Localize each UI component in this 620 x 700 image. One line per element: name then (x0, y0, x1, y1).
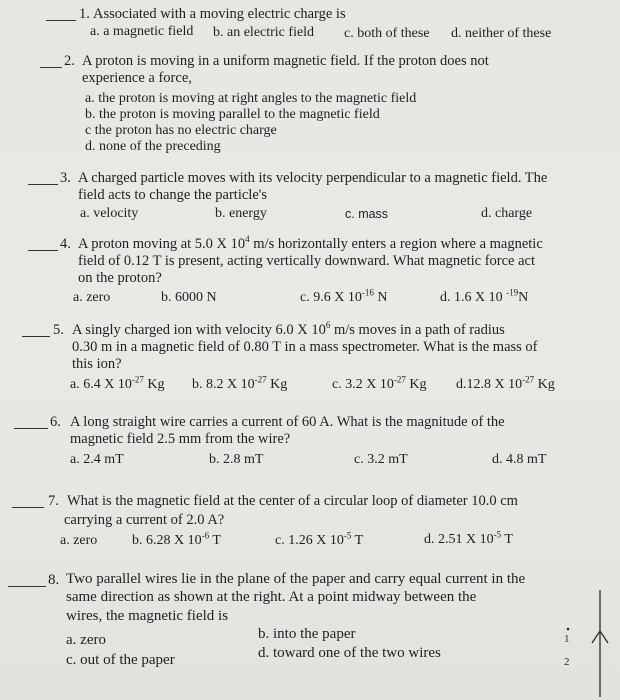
option-b: b. energy (215, 206, 267, 221)
question-number: 7. (48, 493, 59, 509)
option-unit: Kg (409, 377, 427, 392)
question-stem-line-2: carrying a current of 2.0 A? (64, 512, 225, 528)
option-unit: T (504, 532, 513, 547)
option-text: a. 6.4 X 10 (70, 377, 132, 392)
option-c (300, 289, 387, 306)
option-exponent: -27 (522, 374, 535, 385)
question-stem-line-1: A proton is moving in a uniform magnetic field. If the proton does not (82, 53, 489, 69)
option-d: d. charge (481, 206, 533, 221)
answer-blank[interactable] (8, 572, 46, 587)
option-text: d. 1.6 X 10 (440, 290, 503, 305)
option-exponent: -27 (254, 374, 267, 385)
option-a: a. the proton is moving at right angles to the magnetic field (85, 91, 417, 106)
option-exponent: -19 (506, 287, 519, 298)
option-c: c. 3.2 mT (354, 452, 408, 467)
question-stem-line-1: Two parallel wires lie in the plane of the paper and carry equal current in the (66, 571, 526, 587)
question-number: 2. (64, 53, 75, 69)
option-c: c. mass (345, 207, 389, 221)
option-unit: T (212, 533, 221, 548)
option-text: c. 3.2 X 10 (332, 377, 394, 392)
question-stem-line-1: A charged particle moves with its velocity perpendicular to a magnetic field. The (78, 170, 548, 186)
option-c: c the proton has no electric charge (85, 123, 277, 138)
option-a: a. zero (66, 632, 106, 648)
question-stem-line-3: on the proton? (78, 270, 162, 286)
option-a: a. zero (73, 290, 111, 305)
question-5 (22, 322, 598, 398)
option-b: b. the proton is moving parallel to the magnetic field (85, 107, 380, 122)
wire-label-2: 2 (564, 656, 570, 668)
question-stem-line-2: magnetic field 2.5 mm from the wire? (70, 431, 291, 447)
question-2 (40, 53, 600, 153)
answer-blank[interactable] (40, 53, 62, 68)
option-exponent: -6 (201, 530, 210, 541)
option-d: d. toward one of the two wires (258, 645, 441, 661)
option-exponent: -5 (343, 530, 352, 541)
option-text: c. 1.26 X 10 (275, 533, 344, 548)
option-text: d. 2.51 X 10 (424, 532, 494, 547)
stem-text: m/s moves in a path of radius (333, 322, 505, 338)
question-stem-line-1 (78, 236, 543, 253)
option-text: b. 8.2 X 10 (192, 377, 255, 392)
question-number: 5. (53, 322, 64, 338)
answer-blank[interactable] (28, 236, 58, 251)
option-d (424, 531, 513, 548)
question-stem-line-2: experience a force, (82, 70, 192, 86)
option-a (70, 376, 164, 393)
question-stem: Associated with a moving electric charge is (93, 6, 346, 22)
option-c: c. both of these (344, 26, 430, 41)
option-exponent: -16 (361, 287, 374, 298)
option-c (275, 532, 363, 549)
answer-blank[interactable] (46, 6, 76, 21)
option-unit: Kg (270, 377, 288, 392)
option-d (440, 289, 528, 306)
question-number: 8. (48, 572, 60, 588)
answer-blank[interactable] (22, 322, 50, 337)
question-1 (46, 6, 606, 46)
stem-text: A singly charged ion with velocity 6.0 X 10 (72, 322, 326, 338)
question-stem-line-1 (72, 322, 505, 339)
option-a: a. zero (60, 533, 98, 548)
option-a: a. velocity (80, 206, 139, 221)
option-text: b. 6.28 X 10 (132, 533, 202, 548)
stem-text: A proton moving at 5.0 X 10 (78, 236, 246, 252)
option-d: d. 4.8 mT (492, 452, 547, 467)
question-stem-line-2: field acts to change the particle's (78, 187, 268, 203)
question-number: 4. (60, 236, 71, 252)
option-d (456, 376, 555, 393)
question-stem-line-2: field of 0.12 T is present, acting vertically downward. What magnetic force act (78, 253, 535, 269)
wire-label-1: 1 (564, 633, 570, 645)
option-b: b. an electric field (213, 25, 315, 40)
stem-exponent: 4 (245, 234, 250, 245)
question-3 (28, 170, 598, 226)
option-unit: Kg (537, 377, 555, 392)
question-stem-line-1: A long straight wire carries a current of 60 A. What is the magnitude of the (70, 414, 505, 430)
question-stem-line-2: 0.30 m in a magnetic field of 0.80 T in a mass spectrometer. What is the mass of (72, 339, 538, 355)
midpoint-dot (567, 628, 570, 631)
option-b (192, 376, 287, 393)
option-b (132, 532, 221, 549)
option-b: b. 6000 N (161, 290, 217, 305)
question-6 (14, 414, 604, 470)
option-a: a. 2.4 mT (70, 452, 124, 467)
option-exponent: -27 (131, 374, 144, 385)
option-unit: N (518, 290, 529, 305)
question-stem-line-2: same direction as shown at the right. At a point midway between the (66, 589, 477, 605)
stem-exponent: 6 (325, 320, 331, 331)
question-4 (28, 236, 598, 310)
option-b: b. into the paper (258, 626, 356, 642)
option-unit: Kg (147, 377, 165, 392)
option-unit: T (354, 533, 364, 548)
question-8 (8, 568, 568, 678)
question-number: 3. (60, 170, 71, 186)
option-a: a. a magnetic field (90, 24, 194, 39)
question-7 (12, 493, 604, 553)
option-exponent: -5 (493, 529, 502, 540)
question-stem-line-3: wires, the magnetic field is (66, 608, 229, 624)
option-text: c. 9.6 X 10 (300, 290, 362, 305)
option-c (332, 376, 426, 393)
question-number: 6. (50, 414, 61, 430)
answer-blank[interactable] (28, 170, 58, 185)
option-unit: N (377, 290, 388, 305)
question-number: 1. (79, 6, 90, 22)
option-c: c. out of the paper (66, 652, 175, 668)
option-d: d. neither of these (451, 26, 552, 41)
option-d: d. none of the preceding (85, 139, 221, 154)
option-exponent: -27 (393, 374, 406, 385)
stem-text: m/s horizontally enters a region where a magnetic (253, 236, 543, 252)
option-text: d.12.8 X 10 (456, 377, 523, 392)
question-stem-line-1: What is the magnetic field at the center of a circular loop of diameter 10.0 cm (67, 493, 518, 509)
answer-blank[interactable] (14, 414, 48, 429)
option-b: b. 2.8 mT (209, 452, 264, 467)
question-stem-line-3: this ion? (72, 356, 122, 372)
parallel-wires-diagram (560, 585, 620, 700)
answer-blank[interactable] (12, 493, 44, 508)
